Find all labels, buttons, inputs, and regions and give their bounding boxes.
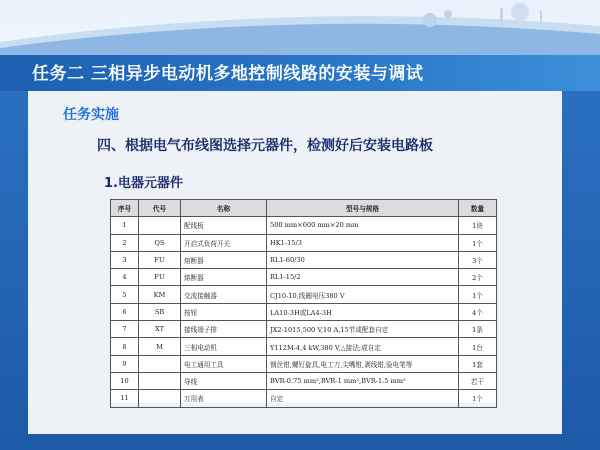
cell-spec: RL1-15/2 [267, 269, 459, 286]
cell-qty: 1个 [459, 286, 497, 303]
cell-spec: RL1-60/30 [267, 251, 459, 268]
cell-spec: 钢丝钳,螺钉旋具,电工刀,尖嘴钳,剥线钳,验电笔等 [267, 355, 459, 372]
cell-name: 按钮 [181, 303, 267, 320]
cell-spec: HK1-15/3 [267, 234, 459, 251]
cell-code: KM [139, 286, 181, 303]
cell-name: 熔断器 [181, 269, 267, 286]
section-title: 任务实施 [63, 107, 119, 123]
header-cell: 名称 [181, 200, 267, 217]
cell-name: 导线 [181, 372, 267, 389]
cell-index: 10 [111, 372, 139, 389]
cell-name: 开启式负荷开关 [181, 234, 267, 251]
table-row [111, 355, 497, 372]
bottom-frame [0, 434, 600, 450]
cell-code: QS [139, 234, 181, 251]
cell-spec: CJ10-10,线圈电压380 V [267, 286, 459, 303]
left-frame [0, 91, 28, 450]
table-row [111, 390, 497, 407]
cell-qty: 2个 [459, 269, 497, 286]
cell-index: 7 [111, 321, 139, 338]
cell-qty: 1台 [459, 338, 497, 355]
cell-index: 11 [111, 390, 139, 407]
header-cell: 代号 [139, 200, 181, 217]
cell-spec: BVR-0.75 mm²,BVR-1 mm²,BVR-1.5 mm² [267, 372, 459, 389]
cell-qty: 4个 [459, 303, 497, 320]
header-cell: 数量 [459, 200, 497, 217]
cell-qty: 3个 [459, 251, 497, 268]
table-row [111, 234, 497, 251]
right-frame [562, 91, 600, 450]
cell-index: 9 [111, 355, 139, 372]
cell-qty: 1块 [459, 217, 497, 234]
cell-index: 2 [111, 234, 139, 251]
table-header-row [111, 200, 497, 217]
cell-spec: 500 mm×600 mm×20 mm [267, 217, 459, 234]
cell-qty: 1个 [459, 390, 497, 407]
cell-spec: LA10-3H或LA4-3H [267, 303, 459, 320]
cell-code: FU [139, 251, 181, 268]
cell-code: SB [139, 303, 181, 320]
component-list-heading: 1.电器元器件 [104, 176, 183, 191]
cell-qty: 1个 [459, 234, 497, 251]
page-title: 任务二 三相异步电动机多地控制线路的安装与调试 [32, 64, 424, 84]
cell-code: XT [139, 321, 181, 338]
cell-index: 5 [111, 286, 139, 303]
cell-spec: Y112M-4,4 kW,380 V,△接法;或自定 [267, 338, 459, 355]
cell-spec: JX2-1015,500 V,10 A,15节或配套自定 [267, 321, 459, 338]
table-row [111, 321, 497, 338]
cell-index: 3 [111, 251, 139, 268]
header-cell: 序号 [111, 200, 139, 217]
cell-index: 6 [111, 303, 139, 320]
cell-index: 1 [111, 217, 139, 234]
table-row [111, 372, 497, 389]
table-row [111, 269, 497, 286]
cell-name: 交流接触器 [181, 286, 267, 303]
cell-code [139, 372, 181, 389]
table-row [111, 286, 497, 303]
cell-index: 4 [111, 269, 139, 286]
section-subtitle: 四、根据电气布线图选择元器件，检测好后安装电路板 [97, 138, 433, 154]
table-row [111, 217, 497, 234]
table-row [111, 303, 497, 320]
cell-index: 8 [111, 338, 139, 355]
table-row [111, 251, 497, 268]
cell-code [139, 355, 181, 372]
cell-code: M [139, 338, 181, 355]
cell-name: 配线板 [181, 217, 267, 234]
cell-qty: 1条 [459, 321, 497, 338]
cell-name: 接线端子排 [181, 321, 267, 338]
cell-qty: 若干 [459, 372, 497, 389]
cell-code [139, 217, 181, 234]
cell-name: 电工通用工具 [181, 355, 267, 372]
cell-spec: 自定 [267, 390, 459, 407]
cell-name: 熔断器 [181, 251, 267, 268]
table-row [111, 338, 497, 355]
components-table [110, 199, 496, 403]
cell-name: 万用表 [181, 390, 267, 407]
cell-name: 三相电动机 [181, 338, 267, 355]
cell-code: FU [139, 269, 181, 286]
cell-code [139, 390, 181, 407]
cell-qty: 1套 [459, 355, 497, 372]
header-cell: 型号与规格 [267, 200, 459, 217]
